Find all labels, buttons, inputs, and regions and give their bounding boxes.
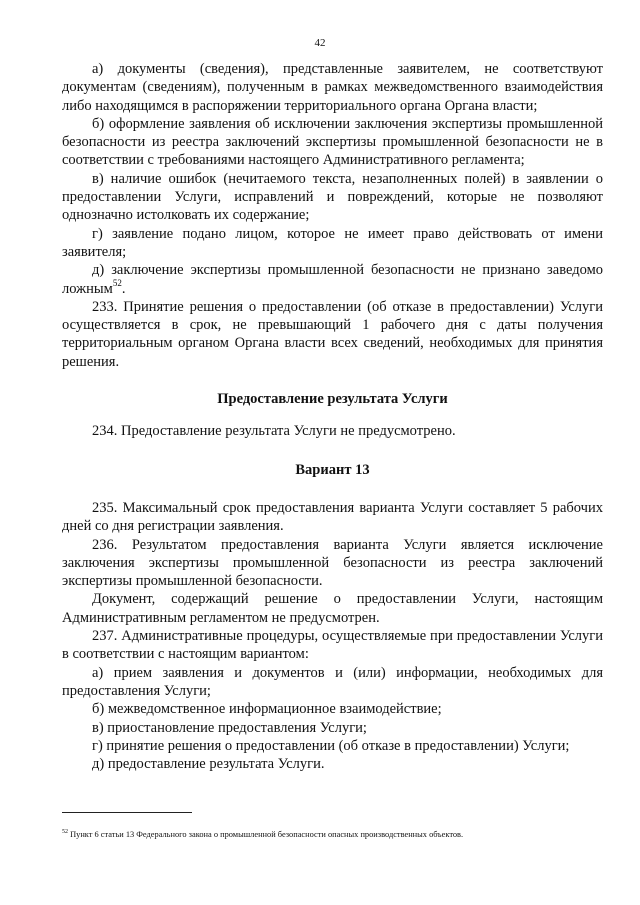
footnote [62,829,603,840]
paragraph: Документ, содержащий решение о предоставлении Услуги, настоящим Административным регламентом не предусмотрен. [62,591,603,626]
footnote-text: Пункт 6 статьи 13 Федерального закона о промышленной безопасности опасных производственных объектов. [68,830,464,839]
paragraph: а) документы (сведения), представленные заявителем, не соответствуют документам (сведениям), полученным в рамках межведомственного взаимодействия либо находящимся в распоряжении территориального органа Органа власти; [62,61,603,114]
paragraph-text: д) заключение экспертизы промышленной безопасности не признано заведомо ложным [62,262,603,297]
paragraph: 235. Максимальный срок предоставления варианта Услуги составляет 5 рабочих дней со дня регистрации заявления. [62,499,603,535]
paragraph: д) предоставление результата Услуги. [92,756,325,773]
paragraph: 234. Предоставление результата Услуги не предусмотрено. [92,423,456,440]
section-heading: Предоставление результата Услуги [217,391,448,408]
paragraph [62,261,603,298]
paragraph-tail: . [121,280,126,297]
footnote-number: 52 [62,829,68,836]
paragraph: 233. Принятие решения о предоставлении (об отказе в предоставлении) Услуги осуществляется в срок, не превышающий 1 рабочего дня с даты получения территориальным органом Органа власти всех сведений, необходимых для принятия решения. [62,298,603,370]
paragraph: а) прием заявления и документов и (или) информации, необходимых для предоставления Услуги; [62,664,603,699]
paragraph: г) принятие решения о предоставлении (об отказе в предоставлении) Услуги; [92,737,570,754]
paragraph: 236. Результатом предоставления варианта Услуги является исключение заключения экспертизы промышленной безопасности из реестра заключений экспертизы промышленной безопасности. [62,536,603,590]
page-number: 42 [314,37,326,49]
paragraph: б) оформление заявления об исключении заключения экспертизы промышленной безопасности из реестра заключений экспертизы промышленной безопасности не в соответствии с требованиями настоящего Административного регламента; [62,115,603,169]
footnote-separator [62,812,192,813]
document-body [62,60,603,773]
paragraph: г) заявление подано лицом, которое не имеет право действовать от имени заявителя; [62,225,603,260]
paragraph: б) межведомственное информационное взаимодействие; [92,701,442,718]
footnote-reference: 52 [112,277,122,288]
paragraph: в) приостановление предоставления Услуги; [92,719,367,736]
paragraph: в) наличие ошибок (нечитаемого текста, незаполненных полей) в заявлении о предоставлении Услуги, исправлений и повреждений, которые не позволяют однозначно истолковать их содержание; [62,170,603,224]
section-heading: Вариант 13 [295,461,370,478]
paragraph: 237. Административные процедуры, осуществляемые при предоставлении Услуги в соответствии с настоящим вариантом: [62,628,603,663]
